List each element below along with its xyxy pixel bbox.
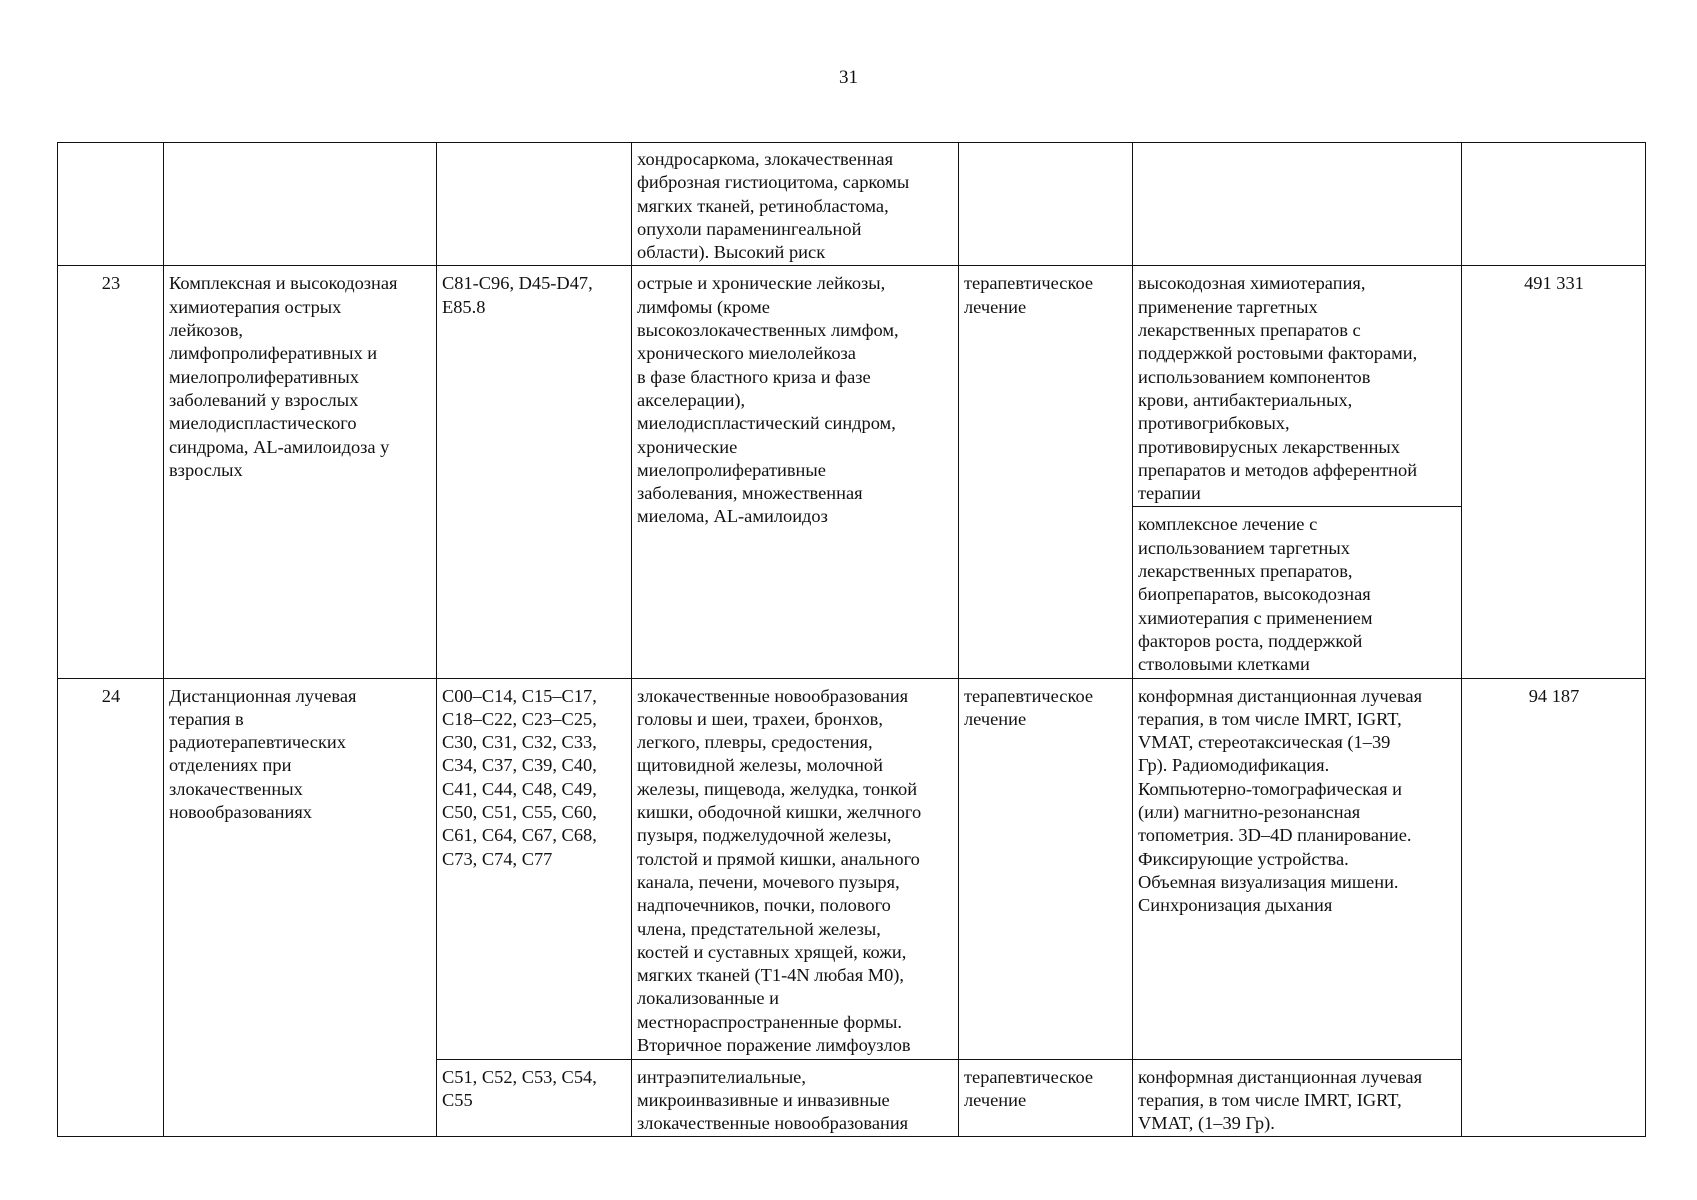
table-row-24a xyxy=(58,678,1646,1059)
cell-method: конформная дистанционная лучевая терапия, в том числе IMRT, IGRT, VMAT, стереотаксическая (1–39 Гр). Радиомодификация. Компьютерно-томографическая и (или) магнитно-резонансная топометрия. 3D–4D планирование. Фиксирующие устройства. Объемная визуализация мишени. Синхронизация дыхания xyxy=(1133,678,1462,1059)
cell-codes: C51, C52, C53, C54, C55 xyxy=(437,1059,632,1137)
cell-codes: C81-C96, D45-D47, E85.8 xyxy=(437,266,632,678)
cell-treatment: терапевтическое лечение xyxy=(959,266,1133,678)
cell-model: интраэпителиальные, микроинвазивные и инвазивные злокачественные новообразования xyxy=(632,1059,959,1137)
cell-treatment: терапевтическое лечение xyxy=(959,1059,1133,1137)
cell-method xyxy=(1133,143,1462,266)
cell-method: комплексное лечение с использованием таргетных лекарственных препаратов, биопрепаратов, высокодозная химиотерапия с применением факторов роста, поддержкой стволовыми клетками xyxy=(1133,507,1462,678)
cell-price xyxy=(1462,143,1646,266)
cell-price: 94 187 xyxy=(1462,678,1646,1137)
cell-price: 491 331 xyxy=(1462,266,1646,678)
table-row-23a xyxy=(58,266,1646,507)
cell-num: 23 xyxy=(58,266,164,678)
cell-treatment: терапевтическое лечение xyxy=(959,678,1133,1059)
cell-codes: C00–C14, C15–C17, C18–C22, C23–C25, C30, C31, C32, C33, C34, C37, C39, C40, C41, C44, C48, C49, C50, C51, C55, C60, C61, C64, C67, C68, C73, C74, C77 xyxy=(437,678,632,1059)
cell-model: хондросаркома, злокачественная фиброзная гистиоцитома, саркомы мягких тканей, ретинобластома, опухоли параменингеальной области). Высокий риск xyxy=(632,143,959,266)
cell-codes xyxy=(437,143,632,266)
page-number: 31 xyxy=(839,67,858,88)
cell-model: острые и хронические лейкозы, лимфомы (кроме высокозлокачественных лимфом, хронического миелолейкоза в фазе бластного криза и фазе акселерации), миелодиспластический синдром, хронические миелопролиферативные заболевания, множественная миелома, AL-амилоидоз xyxy=(632,266,959,678)
cell-name xyxy=(164,143,437,266)
cell-method: конформная дистанционная лучевая терапия, в том числе IMRT, IGRT, VMAT, (1–39 Гр). xyxy=(1133,1059,1462,1137)
cell-name: Комплексная и высокодозная химиотерапия острых лейкозов, лимфопролиферативных и миелопролиферативных заболеваний у взрослых миелодиспластического синдрома, AL-амилоидоза у взрослых xyxy=(164,266,437,678)
cell-num: 24 xyxy=(58,678,164,1137)
cell-treatment xyxy=(959,143,1133,266)
services-table xyxy=(57,142,1646,1137)
cell-model: злокачественные новообразования головы и шеи, трахеи, бронхов, легкого, плевры, средостения, щитовидной железы, молочной железы, пищевода, желудка, тонкой кишки, ободочной кишки, желчного пузыря, поджелудочной железы, толстой и прямой кишки, анального канала, печени, мочевого пузыря, надпочечников, почки, полового члена, предстательной железы, костей и суставных хрящей, кожи, мягких тканей (T1-4N любая M0), локализованные и местнораспространенные формы. Вторичное поражение лимфоузлов xyxy=(632,678,959,1059)
cell-name: Дистанционная лучевая терапия в радиотерапевтических отделениях при злокачественных новообразованиях xyxy=(164,678,437,1137)
cell-method: высокодозная химиотерапия, применение таргетных лекарственных препаратов с поддержкой ростовыми факторами, использованием компонентов крови, антибактериальных, противогрибковых, противовирусных лекарственных препаратов и методов афферентной терапии xyxy=(1133,266,1462,507)
table-row-continuation xyxy=(58,143,1646,266)
cell-num xyxy=(58,143,164,266)
